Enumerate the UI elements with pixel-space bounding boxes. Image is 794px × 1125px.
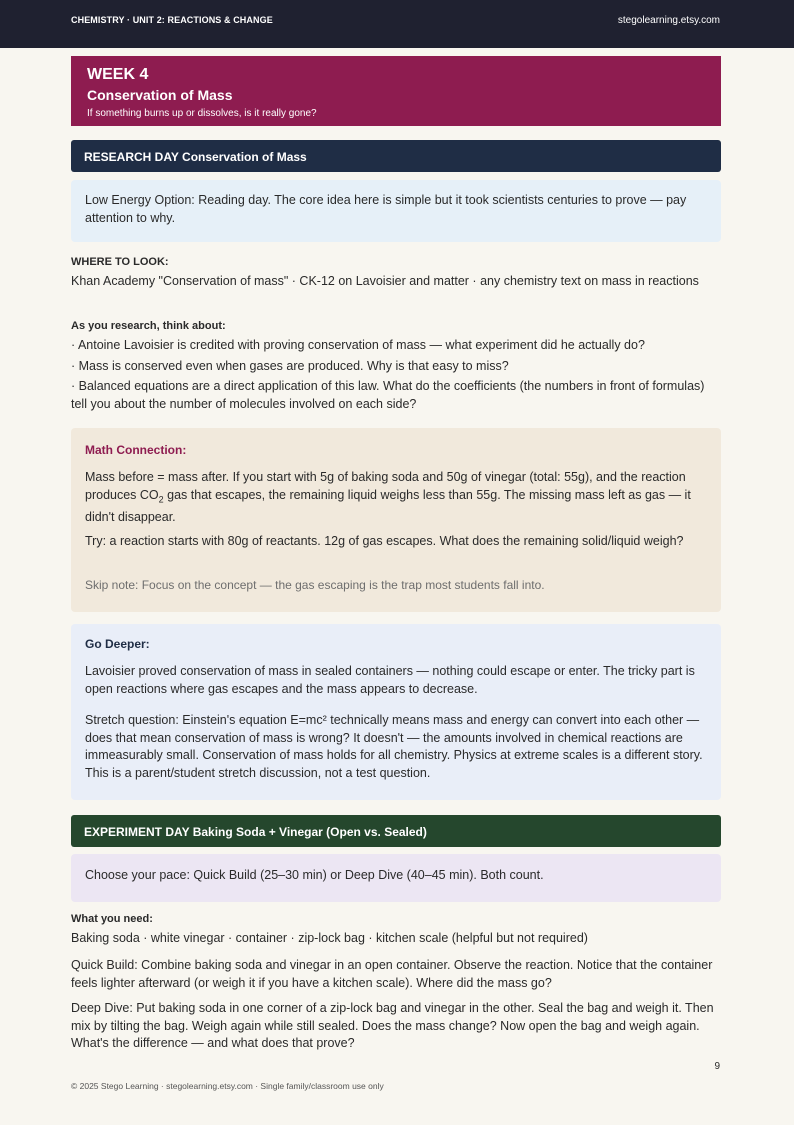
footer-copyright: © 2025 Stego Learning · stegolearning.etsy.com · Single family/classroom use only (71, 1081, 384, 1091)
low-energy-text: Low Energy Option: Reading day. The core idea here is simple but it took scientists centuries to prove — pay attention to why. (85, 193, 687, 225)
deeper-paragraph-1: Lavoisier proved conservation of mass in sealed containers — nothing could escape or enter. The tricky part is open reactions where gas escapes and the mass appears to decrease. (85, 664, 695, 696)
experiment-day-label: EXPERIMENT DAY Baking Soda + Vinegar (Open vs. Sealed) (84, 825, 427, 839)
math-paragraph-1: Mass before = mass after. If you start with 5g of baking soda and 50g of vinegar (total: 55g), and the reaction produces $CO_2$ gas that escapes, the remaining liquid weighs less than 55g. The missing mass left as gas — it didn't disappear. (85, 470, 691, 524)
week-label: WEEK 4 (87, 66, 149, 83)
pace-box (71, 854, 721, 902)
deeper-label: Go Deeper: (85, 637, 150, 651)
low-energy-box (71, 180, 721, 242)
week-title: Conservation of Mass (87, 87, 233, 103)
math-skip-note: Skip note: Focus on the concept — the gas escaping is the trap most students fall into. (85, 578, 545, 592)
think-item-3: · Balanced equations are a direct application of this law. What do the coefficients (the numbers in front of formulas) tell you about the number of molecules involved on each side? (71, 379, 705, 411)
think-label: As you research, think about: (71, 320, 226, 332)
experiment-day-bar (71, 815, 721, 847)
math-label: Math Connection: (85, 443, 187, 457)
where-label: WHERE TO LOOK: (71, 256, 169, 268)
quick-build-text: Quick Build: Combine baking soda and vinegar in an open container. Observe the reaction. Notice that the container feels lighter afterward (or weigh it if you have a kitchen scale). Where did the mass go? (71, 958, 713, 990)
unit-label: CHEMISTRY · UNIT 2: REACTIONS & CHANGE (71, 15, 273, 25)
go-deeper-box (71, 624, 721, 800)
page-number: 9 (714, 1061, 720, 1072)
need-label: What you need: (71, 913, 153, 925)
site-url: stegolearning.etsy.com (617, 15, 720, 26)
week-banner (71, 56, 721, 126)
page-header (0, 0, 794, 48)
research-day-label: RESEARCH DAY Conservation of Mass (84, 150, 307, 164)
think-item-1: · Antoine Lavoisier is credited with proving conservation of mass — what experiment did he actually do? (71, 338, 645, 352)
where-text: Khan Academy "Conservation of mass" · CK-12 on Lavoisier and matter · any chemistry text on mass in reactions (71, 274, 699, 288)
math-try-text: Try: a reaction starts with 80g of reactants. 12g of gas escapes. What does the remaining solid/liquid weigh? (85, 534, 684, 548)
math-connection-box (71, 428, 721, 612)
pace-text: Choose your pace: Quick Build (25–30 min) or Deep Dive (40–45 min). Both count. (85, 868, 544, 882)
deeper-paragraph-2: Stretch question: Einstein's equation E=mc² technically means mass and energy can convert into each other — does that mean conservation of mass is wrong? It doesn't — the amounts involved in chemical reactions are immeasurably small. Conservation of mass holds for all chemistry. Physics at extreme scales is a different story. This is a parent/student stretch discussion, not a test question. (85, 713, 703, 780)
need-text: Baking soda · white vinegar · container · zip-lock bag · kitchen scale (helpful but not required) (71, 931, 588, 945)
week-subtitle: If something burns up or dissolves, is it really gone? (87, 108, 317, 119)
think-item-2: · Mass is conserved even when gases are produced. Why is that easy to miss? (71, 359, 509, 373)
deep-dive-text: Deep Dive: Put baking soda in one corner of a zip-lock bag and vinegar in the other. Seal the bag and weigh it. Then mix by tilting the bag. Weigh again while still sealed. Does the mass change? Now open the bag and weigh again. What's the difference — and what does that prove? (71, 1001, 714, 1050)
research-day-bar (71, 140, 721, 172)
